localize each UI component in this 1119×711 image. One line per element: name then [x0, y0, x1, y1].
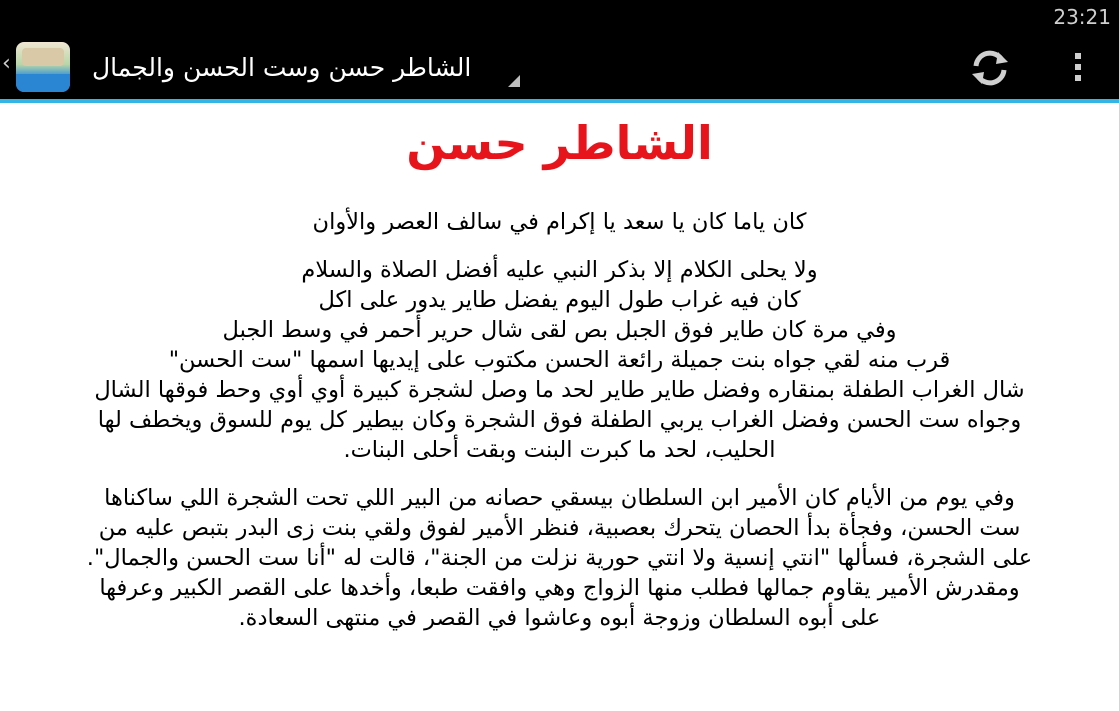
story-line: وفي يوم من الأيام كان الأمير ابن السلطان بيسقي حصانه من البير اللي تحت الشجرة اللي ساكناها [104, 485, 1015, 511]
overflow-menu-button[interactable] [1066, 49, 1090, 89]
story-line: على أبوه السلطان وزوجة أبوه وعاشوا في القصر في منتهى السعادة. [238, 605, 881, 631]
story-line: ومقدرش الأمير يقاوم جمالها فطلب منها الزواج وهي وافقت طبعا، وأخدها على القصر الكبير وعرفها [99, 575, 1020, 601]
overflow-dot [1075, 64, 1081, 70]
refresh-button[interactable] [968, 48, 1012, 88]
overflow-dot [1075, 53, 1081, 59]
status-clock: 23:21 [1053, 5, 1111, 29]
story-paragraph-2 [10, 483, 1109, 633]
action-bar [0, 33, 1119, 103]
status-bar [0, 0, 1119, 33]
story-content [10, 103, 1109, 711]
back-chevron-icon[interactable]: ‹ [2, 51, 11, 76]
story-line: شال الغراب الطفلة بمنقاره وفضل طاير طاير لحد ما وصل لشجرة كبيرة أوي أوي وحط فوقها الشال [94, 377, 1025, 403]
story-line: كان فيه غراب طول اليوم يفضل طاير يدور على اكل [318, 287, 801, 313]
overflow-dot [1075, 75, 1081, 81]
story-line: وفي مرة كان طاير فوق الجبل بص لقى شال حرير أحمر في وسط الجبل [222, 317, 897, 343]
title-spinner[interactable] [92, 47, 471, 87]
story-line: وجواه ست الحسن وفضل الغراب يربي الطفلة فوق الشجرة وكان بيطير كل يوم للسوق ويخطف لها [97, 407, 1022, 433]
refresh-icon [968, 48, 1012, 88]
story-paragraph-1 [10, 255, 1109, 465]
story-line: على الشجرة، فسألها "انتي إنسية ولا انتي حورية نزلت من الجنة"، قالت له "أنا ست الحسن والجمال". [86, 545, 1033, 571]
app-icon[interactable] [16, 42, 70, 92]
app-title: الشاطر حسن وست الحسن والجمال [92, 52, 472, 82]
story-opening: كان ياما كان يا سعد يا إكرام في سالف العصر والأوان [312, 209, 807, 235]
story-line: قرب منه لقي جواه بنت جميلة رائعة الحسن مكتوب على إيديها اسمها "ست الحسن" [168, 347, 951, 373]
story-line: ست الحسن، وفجأة بدأ الحصان يتحرك بعصبية، فنظر الأمير لفوق ولقي بنت زى البدر بتبص عليه من [98, 515, 1021, 541]
app-icon-illustration [22, 48, 64, 66]
story-line: ولا يحلى الكلام إلا بذكر النبي عليه أفضل الصلاة والسلام [301, 257, 818, 283]
story-title: الشاطر حسن [406, 116, 713, 170]
app-icon-band [16, 74, 70, 92]
story-line: الحليب، لحد ما كبرت البنت وبقت أحلى البنات. [343, 437, 776, 463]
dropdown-indicator-icon [508, 75, 520, 87]
